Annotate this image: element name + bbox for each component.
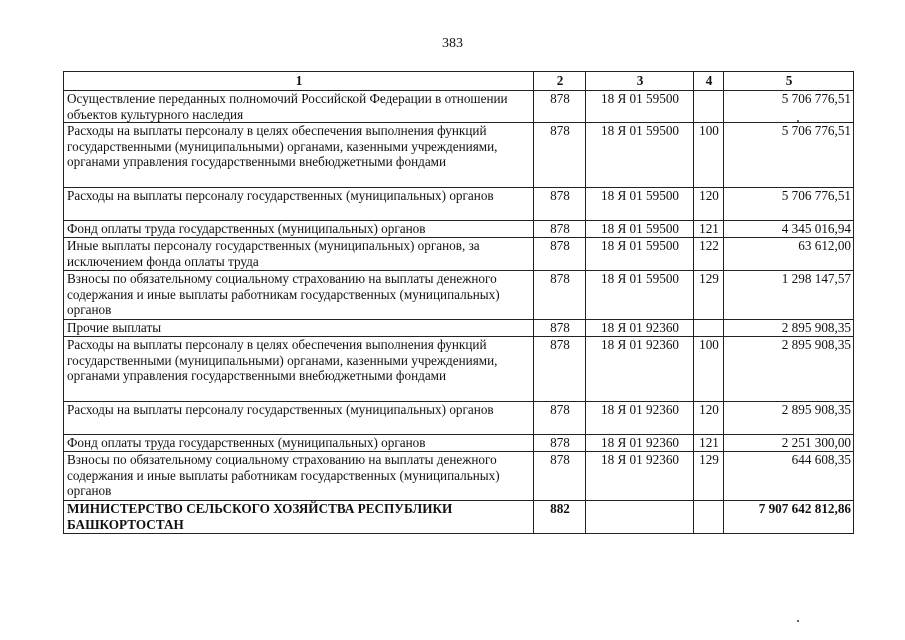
row-description: Взносы по обязательному социальному страхованию на выплаты денежного содержания и иные выплаты работникам государственных (муниципальных) органов: [64, 452, 534, 501]
row-ministry-code: 878: [534, 402, 586, 435]
row-description: Расходы на выплаты персоналу в целях обеспечения выполнения функций государственными (муниципальными) органами, казенными учреждениями, органами управления государственными внебюджетными фондами: [64, 123, 534, 188]
table-row: [64, 271, 854, 320]
row-expense-type: 121: [694, 435, 724, 452]
row-expense-type: 121: [694, 221, 724, 238]
budget-table: [63, 71, 854, 534]
row-expense-type: 122: [694, 238, 724, 271]
row-ministry-code: 878: [534, 435, 586, 452]
row-ministry-code: 878: [534, 452, 586, 501]
row-ministry-code: 878: [534, 221, 586, 238]
header-col-3: 3: [586, 72, 694, 91]
row-ministry-code: 878: [534, 320, 586, 337]
table-row: [64, 435, 854, 452]
row-amount: 2 251 300,00: [724, 435, 854, 452]
row-target-code: 18 Я 01 92360: [586, 435, 694, 452]
row-target-code: 18 Я 01 59500: [586, 221, 694, 238]
table-row: [64, 320, 854, 337]
table-row: [64, 337, 854, 402]
total-expense-type: [694, 501, 724, 534]
table-row: [64, 452, 854, 501]
row-target-code: 18 Я 01 92360: [586, 402, 694, 435]
row-expense-type: 100: [694, 123, 724, 188]
table-row: [64, 188, 854, 221]
row-expense-type: [694, 320, 724, 337]
row-amount: 2 895 908,35: [724, 320, 854, 337]
row-expense-type: [694, 91, 724, 123]
scan-speck: [797, 620, 799, 622]
row-description: Взносы по обязательному социальному страхованию на выплаты денежного содержания и иные выплаты работникам государственных (муниципальных) органов: [64, 271, 534, 320]
row-ministry-code: 878: [534, 188, 586, 221]
row-amount: 1 298 147,57: [724, 271, 854, 320]
total-row: [64, 501, 854, 534]
row-amount: 5 706 776,51: [724, 91, 854, 123]
row-amount: 5 706 776,51: [724, 188, 854, 221]
row-target-code: 18 Я 01 59500: [586, 91, 694, 123]
row-ministry-code: 878: [534, 238, 586, 271]
row-expense-type: 100: [694, 337, 724, 402]
scan-speck: [797, 120, 799, 122]
total-amount: 7 907 642 812,86: [724, 501, 854, 534]
row-amount: 4 345 016,94: [724, 221, 854, 238]
row-expense-type: 129: [694, 452, 724, 501]
row-amount: 2 895 908,35: [724, 337, 854, 402]
row-target-code: 18 Я 01 59500: [586, 123, 694, 188]
row-description: Прочие выплаты: [64, 320, 534, 337]
page-number: 383: [442, 36, 463, 51]
row-description: Иные выплаты персоналу государственных (муниципальных) органов, за исключением фонда оплаты труда: [64, 238, 534, 271]
total-ministry-code: 882: [534, 501, 586, 534]
row-description: Фонд оплаты труда государственных (муниципальных) органов: [64, 435, 534, 452]
row-amount: 644 608,35: [724, 452, 854, 501]
header-col-2: 2: [534, 72, 586, 91]
row-expense-type: 120: [694, 188, 724, 221]
row-target-code: 18 Я 01 59500: [586, 271, 694, 320]
total-target-code: [586, 501, 694, 534]
row-description: Фонд оплаты труда государственных (муниципальных) органов: [64, 221, 534, 238]
row-description: Расходы на выплаты персоналу государственных (муниципальных) органов: [64, 188, 534, 221]
table-row: [64, 402, 854, 435]
header-col-5: 5: [724, 72, 854, 91]
table-row: [64, 123, 854, 188]
row-amount: 5 706 776,51: [724, 123, 854, 188]
row-target-code: 18 Я 01 59500: [586, 188, 694, 221]
table-row: [64, 91, 854, 123]
row-amount: 2 895 908,35: [724, 402, 854, 435]
row-description: Расходы на выплаты персоналу в целях обеспечения выполнения функций государственными (муниципальными) органами, казенными учреждениями, органами управления государственными внебюджетными фондами: [64, 337, 534, 402]
row-target-code: 18 Я 01 92360: [586, 320, 694, 337]
row-ministry-code: 878: [534, 271, 586, 320]
header-col-4: 4: [694, 72, 724, 91]
row-description: Осуществление переданных полномочий Российской Федерации в отношении объектов культурного наследия: [64, 91, 534, 123]
row-expense-type: 120: [694, 402, 724, 435]
table-header-row: [64, 72, 854, 91]
row-ministry-code: 878: [534, 91, 586, 123]
row-target-code: 18 Я 01 59500: [586, 238, 694, 271]
total-description: МИНИСТЕРСТВО СЕЛЬСКОГО ХОЗЯЙСТВА РЕСПУБЛИКИ БАШКОРТОСТАН: [64, 501, 534, 534]
row-ministry-code: 878: [534, 337, 586, 402]
row-amount: 63 612,00: [724, 238, 854, 271]
row-description: Расходы на выплаты персоналу государственных (муниципальных) органов: [64, 402, 534, 435]
row-target-code: 18 Я 01 92360: [586, 452, 694, 501]
table-row: [64, 238, 854, 271]
header-col-1: 1: [64, 72, 534, 91]
row-target-code: 18 Я 01 92360: [586, 337, 694, 402]
table-row: [64, 221, 854, 238]
row-expense-type: 129: [694, 271, 724, 320]
row-ministry-code: 878: [534, 123, 586, 188]
